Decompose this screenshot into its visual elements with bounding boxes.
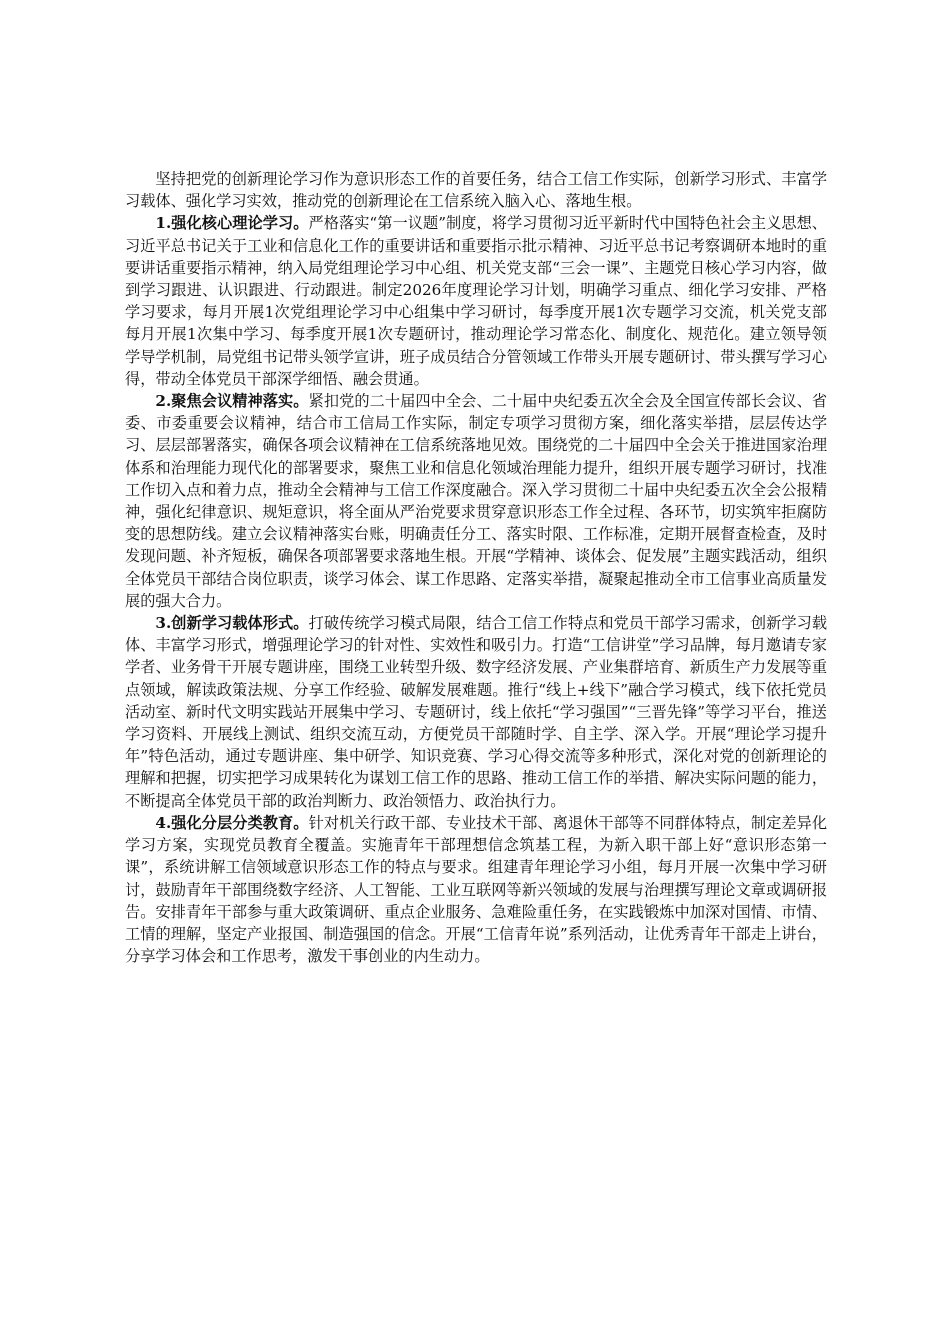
section-3-heading: 3.创新学习载体形式。 (155, 614, 309, 633)
section-4-paragraph (125, 812, 827, 967)
section-1-body: 严格落实“第一议题”制度，将学习贯彻习近平新时代中国特色社会主义思想、习近平总书记关于工业和信息化工作的重要讲话和重要指示批示精神、习近平总书记考察调研本地时的重要讲话重要指示精神，纳入局党组理论学习中心组、机关党支部“三会一课”、主题党日核心学习内容，做到学习跟进、认识跟进、行动跟进。制定2026年度理论学习计划，明确学习重点、细化学习安排、严格学习要求，每月开展1次党组理论学习中心组集中学习研讨，每季度开展1次专题学习交流，机关党支部每月开展1次集中学习、每季度开展1次专题研讨，推动理论学习常态化、制度化、规范化。建立领导领学导学机制，局党组书记带头领学宣讲，班子成员结合分管领域工作带头开展专题研讨、带头撰写学习心得，带动全体党员干部深学细悟、融会贯通。 (125, 214, 827, 388)
section-3-body: 打破传统学习模式局限，结合工信工作特点和党员干部学习需求，创新学习载体、丰富学习形式，增强理论学习的针对性、实效性和吸引力。打造“工信讲堂”学习品牌，每月邀请专家学者、业务骨干开展专题讲座，围绕工业转型升级、数字经济发展、产业集群培育、新质生产力发展等重点领域，解读政策法规、分享工作经验、破解发展难题。推行“线上+线下”融合学习模式，线下依托党员活动室、新时代文明实践站开展集中学习、专题研讨，线上依托“学习强国”“三晋先锋”等学习平台，推送学习资料、开展线上测试、组织交流互动，方便党员干部随时学、自主学、深入学。开展“理论学习提升年”特色活动，通过专题讲座、集中研学、知识竞赛、学习心得交流等多种形式，深化对党的创新理论的理解和把握，切实把学习成果转化为谋划工信工作的思路、推动工信工作的举措、解决实际问题的能力，不断提高全体党员干部的政治判断力、政治领悟力、政治执行力。 (125, 614, 827, 810)
section-2-body: 紧扣党的二十届四中全会、二十届中央纪委五次全会及全国宣传部长会议、省委、市委重要会议精神，结合市工信局工作实际，制定专项学习贯彻方案，细化落实举措，层层传达学习、层层部署落实，确保各项会议精神在工信系统落地见效。围绕党的二十届四中全会关于推进国家治理体系和治理能力现代化的部署要求，聚焦工业和信息化领域治理能力提升，组织开展专题学习研讨，找准工作切入点和着力点，推动全会精神与工信工作深度融合。深入学习贯彻二十届中央纪委五次全会公报精神，强化纪律意识、规矩意识，将全面从严治党要求贯穿意识形态工作全过程、各环节，切实筑牢拒腐防变的思想防线。建立会议精神落实台账，明确责任分工、落实时限、工作标准，定期开展督查检查，及时发现问题、补齐短板，确保各项部署要求落地生根。开展“学精神、谈体会、促发展”主题实践活动，组织全体党员干部结合岗位职责，谈学习体会、谋工作思路、定落实举措，凝聚起推动全市工信事业高质量发展的强大合力。 (125, 392, 827, 610)
intro-paragraph: 坚持把党的创新理论学习作为意识形态工作的首要任务，结合工信工作实际，创新学习形式、丰富学习载体、强化学习实效，推动党的创新理论在工信系统入脑入心、落地生根。 (125, 170, 827, 211)
section-4-heading: 4.强化分层分类教育。 (155, 813, 309, 832)
section-4-body: 针对机关行政干部、专业技术干部、离退休干部等不同群体特点，制定差异化学习方案，实现党员教育全覆盖。实施青年干部理想信念筑基工程，为新入职干部上好“意识形态第一课”，系统讲解工信领域意识形态工作的特点与要求。组建青年理论学习小组，每月开展一次集中学习研讨，鼓励青年干部围绕数字经济、人工智能、工业互联网等新兴领域的发展与治理撰写理论文章或调研报告。安排青年干部参与重大政策调研、重点企业服务、急难险重任务，在实践锻炼中加深对国情、市情、工情的理解，坚定产业报国、制造强国的信念。开展“工信青年说”系列活动，让优秀青年干部走上讲台，分享学习体会和工作思考，激发干事创业的内生动力。 (125, 813, 827, 966)
section-2-heading: 2.聚焦会议精神落实。 (155, 392, 309, 411)
section-1-paragraph (125, 212, 827, 390)
document-page (125, 168, 827, 967)
section-3-paragraph (125, 612, 827, 812)
section-2-paragraph (125, 390, 827, 612)
section-1-heading: 1.强化核心理论学习。 (155, 214, 309, 233)
